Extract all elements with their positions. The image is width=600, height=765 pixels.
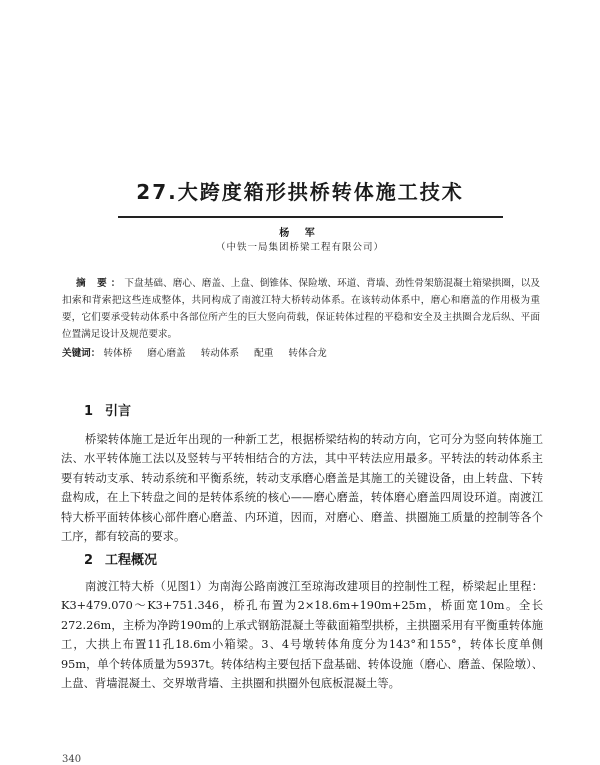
section-paragraph-overview: 南渡江特大桥（见图1）为南海公路南渡江至琼海改建项目的控制性工程，桥梁起止里程：K3+479.070～K3+751.346，桥孔布置为2×18.6m+190m+25m，桥面宽10m。全长272.26m，主桥为净跨190m的上承式钢筋混凝土等截面箱型拱桥，主拱圈采用有平衡重转体施工，大拱上布置11孔18.6m小箱梁。3、4号墩转体角度分为143°和155°，转体长度单侧95m，单个转体质量为5937t。转体结构主要包括下盘基础、转体设施（磨心、磨盖、保险墩）、上盘、背墙混凝土、交界墩背墙、主拱圈和拱圈外包底板混凝土等。 bbox=[61, 580, 544, 691]
section-number: 2 bbox=[84, 553, 94, 568]
author: 杨 军 bbox=[279, 228, 321, 239]
keywords bbox=[62, 345, 540, 362]
section-number: 1 bbox=[84, 404, 94, 419]
section-title: 工程概况 bbox=[105, 553, 158, 568]
page-number: 340 bbox=[62, 754, 82, 765]
paper-title: 27.大跨度箱形拱桥转体施工技术 bbox=[136, 180, 464, 204]
keyword: 磨心磨盖 bbox=[147, 348, 186, 359]
keyword: 配重 bbox=[254, 348, 274, 359]
section-paragraph-introduction: 桥梁转体施工是近年出现的一种新工艺，根据桥梁结构的转动方向，它可分为竖向转体施工法、水平转体施工法以及竖转与平转相结合的方法，其中平转法应用最多。平转法的转动体系主要有转动支承、转动系统和平衡系统，转动支承磨心磨盖是其施工的关键设备，由上转盘、下转盘构成，在上下转盘之间的是转体系统的核心——磨心磨盖，转体磨心磨盖四周设环道。南渡江特大桥平面转体核心部件磨心磨盖、内环道，因而，对磨心、磨盖、拱圈施工质量的控制等各个工序，都有较高的要求。 bbox=[61, 433, 543, 544]
keywords-label: 关键词： bbox=[62, 348, 101, 359]
title-rule bbox=[118, 216, 503, 218]
abstract-text: 下盘基础、磨心、磨盖、上盘、倒锥体、保险墩、环道、背墙、劲性骨架筋混凝土箱梁拱圈，以及扣索和背索把这些连成整体，共同构成了南渡江特大桥转动体系。在该转动体系中，磨心和磨盖的作用极为重要，它们要承受转动体系中各部位所产生的巨大竖向荷载，保证转体过程的平稳和安全及主拱圈合龙后纵、平面位置满足设计及规范要求。 bbox=[62, 278, 541, 340]
abstract-label: 摘 要： bbox=[76, 278, 125, 289]
keyword: 转动体系 bbox=[200, 348, 240, 359]
section-heading-introduction bbox=[84, 400, 131, 419]
section-heading-overview bbox=[84, 549, 157, 568]
section-title: 引言 bbox=[105, 404, 132, 419]
keyword: 转体桥 bbox=[103, 348, 133, 359]
keyword: 转体合龙 bbox=[288, 348, 327, 359]
abstract bbox=[62, 275, 540, 343]
affiliation: （中铁一局集团桥梁工程有限公司） bbox=[215, 242, 384, 253]
